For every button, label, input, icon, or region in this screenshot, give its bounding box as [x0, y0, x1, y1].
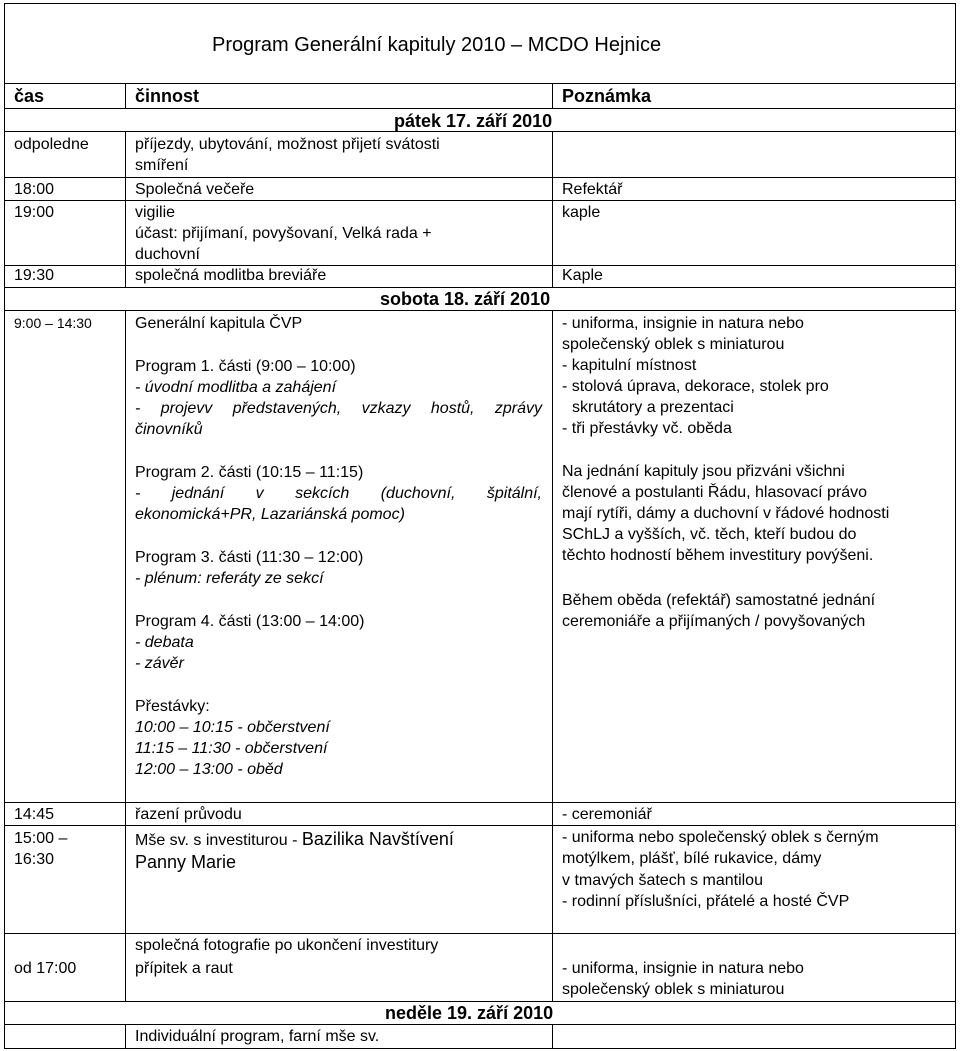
- frame-bottom: [4, 1048, 956, 1049]
- col-divider: [125, 83, 126, 108]
- day-heading-saturday: sobota 18. září 2010: [380, 289, 551, 309]
- frame-right: [955, 3, 956, 1049]
- part4-item: - debata: [135, 634, 194, 651]
- reception-note: - uniforma, insignie in natura nebo: [562, 960, 804, 977]
- chapter-note: Během oběda (refektář) samostatné jednání: [562, 592, 876, 609]
- break-item: 11:15 – 11:30 - občerstvení: [135, 740, 328, 757]
- row-activity: smíření: [135, 157, 189, 174]
- divider: [4, 310, 956, 311]
- procession-note: - ceremoniář: [562, 806, 652, 823]
- breaks-title: Přestávky:: [135, 698, 210, 715]
- chapter-note: mají rytíři, dámy a duchovní v řádové hodnosti: [562, 505, 890, 522]
- chapter-note: - kapitulní místnost: [562, 357, 697, 374]
- chapter-note: společenský oblek s miniaturou: [562, 336, 785, 353]
- col-divider: [552, 310, 553, 1001]
- row-time: 18:00: [14, 181, 55, 198]
- frame-left: [4, 3, 5, 1049]
- chapter-heading: Generální kapitula ČVP: [135, 315, 303, 332]
- mass-time: 15:00 –: [14, 830, 68, 847]
- row-note: Kaple: [562, 267, 603, 284]
- photo-activity: společná fotografie po ukončení investitury: [135, 937, 439, 954]
- divider: [4, 200, 956, 201]
- col-divider: [125, 1024, 126, 1048]
- mass-note: - uniforma nebo společenský oblek s černým: [562, 829, 879, 846]
- sunday-activity: Individuální program, farní mše sv.: [135, 1028, 380, 1045]
- reception-note: společenský oblek s miniaturou: [562, 981, 785, 998]
- mass-note: motýlkem, plášť, bílé rukavice, dámy: [562, 850, 822, 867]
- row-activity: vigilie: [135, 204, 176, 221]
- header-activity: činnost: [135, 86, 200, 106]
- chapter-note: SChLJ a vyšších, vč. těch, kteří budou do: [562, 526, 857, 543]
- page-title: Program Generální kapituly 2010 – MCDO Hejnice: [212, 34, 662, 56]
- chapter-note: skrutátory a prezentaci: [572, 399, 734, 416]
- row-activity: společná modlitba breviáře: [135, 267, 327, 284]
- row-time: 19:00: [14, 204, 55, 221]
- mass-activity-part: Mše sv. s investiturou -: [135, 832, 302, 849]
- col-divider: [125, 131, 126, 287]
- col-divider: [125, 310, 126, 1001]
- part1-title: Program 1. části (9:00 – 10:00): [135, 358, 356, 375]
- part2-item: - jednání v sekcích (duchovní, špitální,: [135, 485, 542, 502]
- col-divider: [552, 131, 553, 287]
- row-time: 19:30: [14, 267, 55, 284]
- day-heading-friday: pátek 17. září 2010: [394, 111, 553, 131]
- divider: [4, 825, 956, 826]
- row-note: kaple: [562, 204, 601, 221]
- col-divider: [552, 1024, 553, 1048]
- part4-item: - závěr: [135, 655, 184, 672]
- row-activity: duchovní: [135, 246, 200, 263]
- chapter-note: těchto hodností během investitury povýšeni.: [562, 547, 874, 564]
- divider: [4, 131, 956, 132]
- chapter-note: - stolová úprava, dekorace, stolek pro: [562, 378, 829, 395]
- row-activity: účast: přijímaní, povyšovaní, Velká rada +: [135, 225, 432, 242]
- divider: [4, 108, 956, 109]
- part1-item: - projevv představených, vzkazy hostů, zprávy: [135, 400, 542, 417]
- chapter-note: členové a postulanti Řádu, hlasovací právo: [562, 484, 868, 501]
- procession-activity: řazení průvodu: [135, 806, 242, 823]
- row-time: odpoledne: [14, 136, 89, 153]
- chapter-time: 9:00 – 14:30: [14, 315, 92, 331]
- divider: [4, 933, 956, 934]
- mass-location: Bazilika Navštívení: [301, 829, 454, 849]
- break-item: 10:00 – 10:15 - občerstvení: [135, 719, 330, 736]
- header-note: Poznámka: [562, 86, 652, 106]
- part1-item: - úvodní modlitba a zahájení: [135, 379, 337, 396]
- row-activity: příjezdy, ubytování, možnost přijetí svátosti: [135, 136, 440, 153]
- chapter-note: Na jednání kapituly jsou přizváni všichni: [562, 463, 845, 480]
- procession-time: 14:45: [14, 806, 55, 823]
- frame-top: [4, 3, 956, 4]
- reception-time: od 17:00: [14, 960, 77, 977]
- mass-time: 16:30: [14, 851, 55, 868]
- part3-item: - plénum: referáty ze sekcí: [135, 570, 324, 587]
- chapter-note: - tři přestávky vč. oběda: [562, 420, 732, 437]
- part3-title: Program 3. části (11:30 – 12:00): [135, 549, 364, 566]
- mass-location: Panny Marie: [135, 852, 237, 872]
- part2-item: ekonomická+PR, Lazariánská pomoc): [135, 506, 405, 523]
- divider: [4, 802, 956, 803]
- reception-activity: přípitek a raut: [135, 960, 233, 977]
- col-divider: [552, 83, 553, 108]
- part4-title: Program 4. části (13:00 – 14:00): [135, 613, 365, 630]
- divider: [4, 177, 956, 178]
- mass-note: - rodinní příslušníci, přátelé a hosté ČVP: [562, 893, 850, 910]
- divider: [4, 1024, 956, 1025]
- break-item: 12:00 – 13:00 - oběd: [135, 761, 283, 778]
- header-time: čas: [14, 86, 45, 106]
- day-heading-sunday: neděle 19. září 2010: [385, 1003, 554, 1023]
- part1-item: činovníků: [135, 421, 203, 438]
- mass-note: v tmavých šatech s mantilou: [562, 872, 763, 889]
- chapter-note: - uniforma, insignie in natura nebo: [562, 315, 804, 332]
- chapter-note: ceremoniáře a přijímaných / povyšovaných: [562, 613, 866, 630]
- part2-title: Program 2. části (10:15 – 11:15): [135, 464, 364, 481]
- mass-activity: [135, 827, 454, 851]
- row-activity: Společná večeře: [135, 181, 255, 198]
- divider: [4, 83, 956, 84]
- row-note: Refektář: [562, 181, 623, 198]
